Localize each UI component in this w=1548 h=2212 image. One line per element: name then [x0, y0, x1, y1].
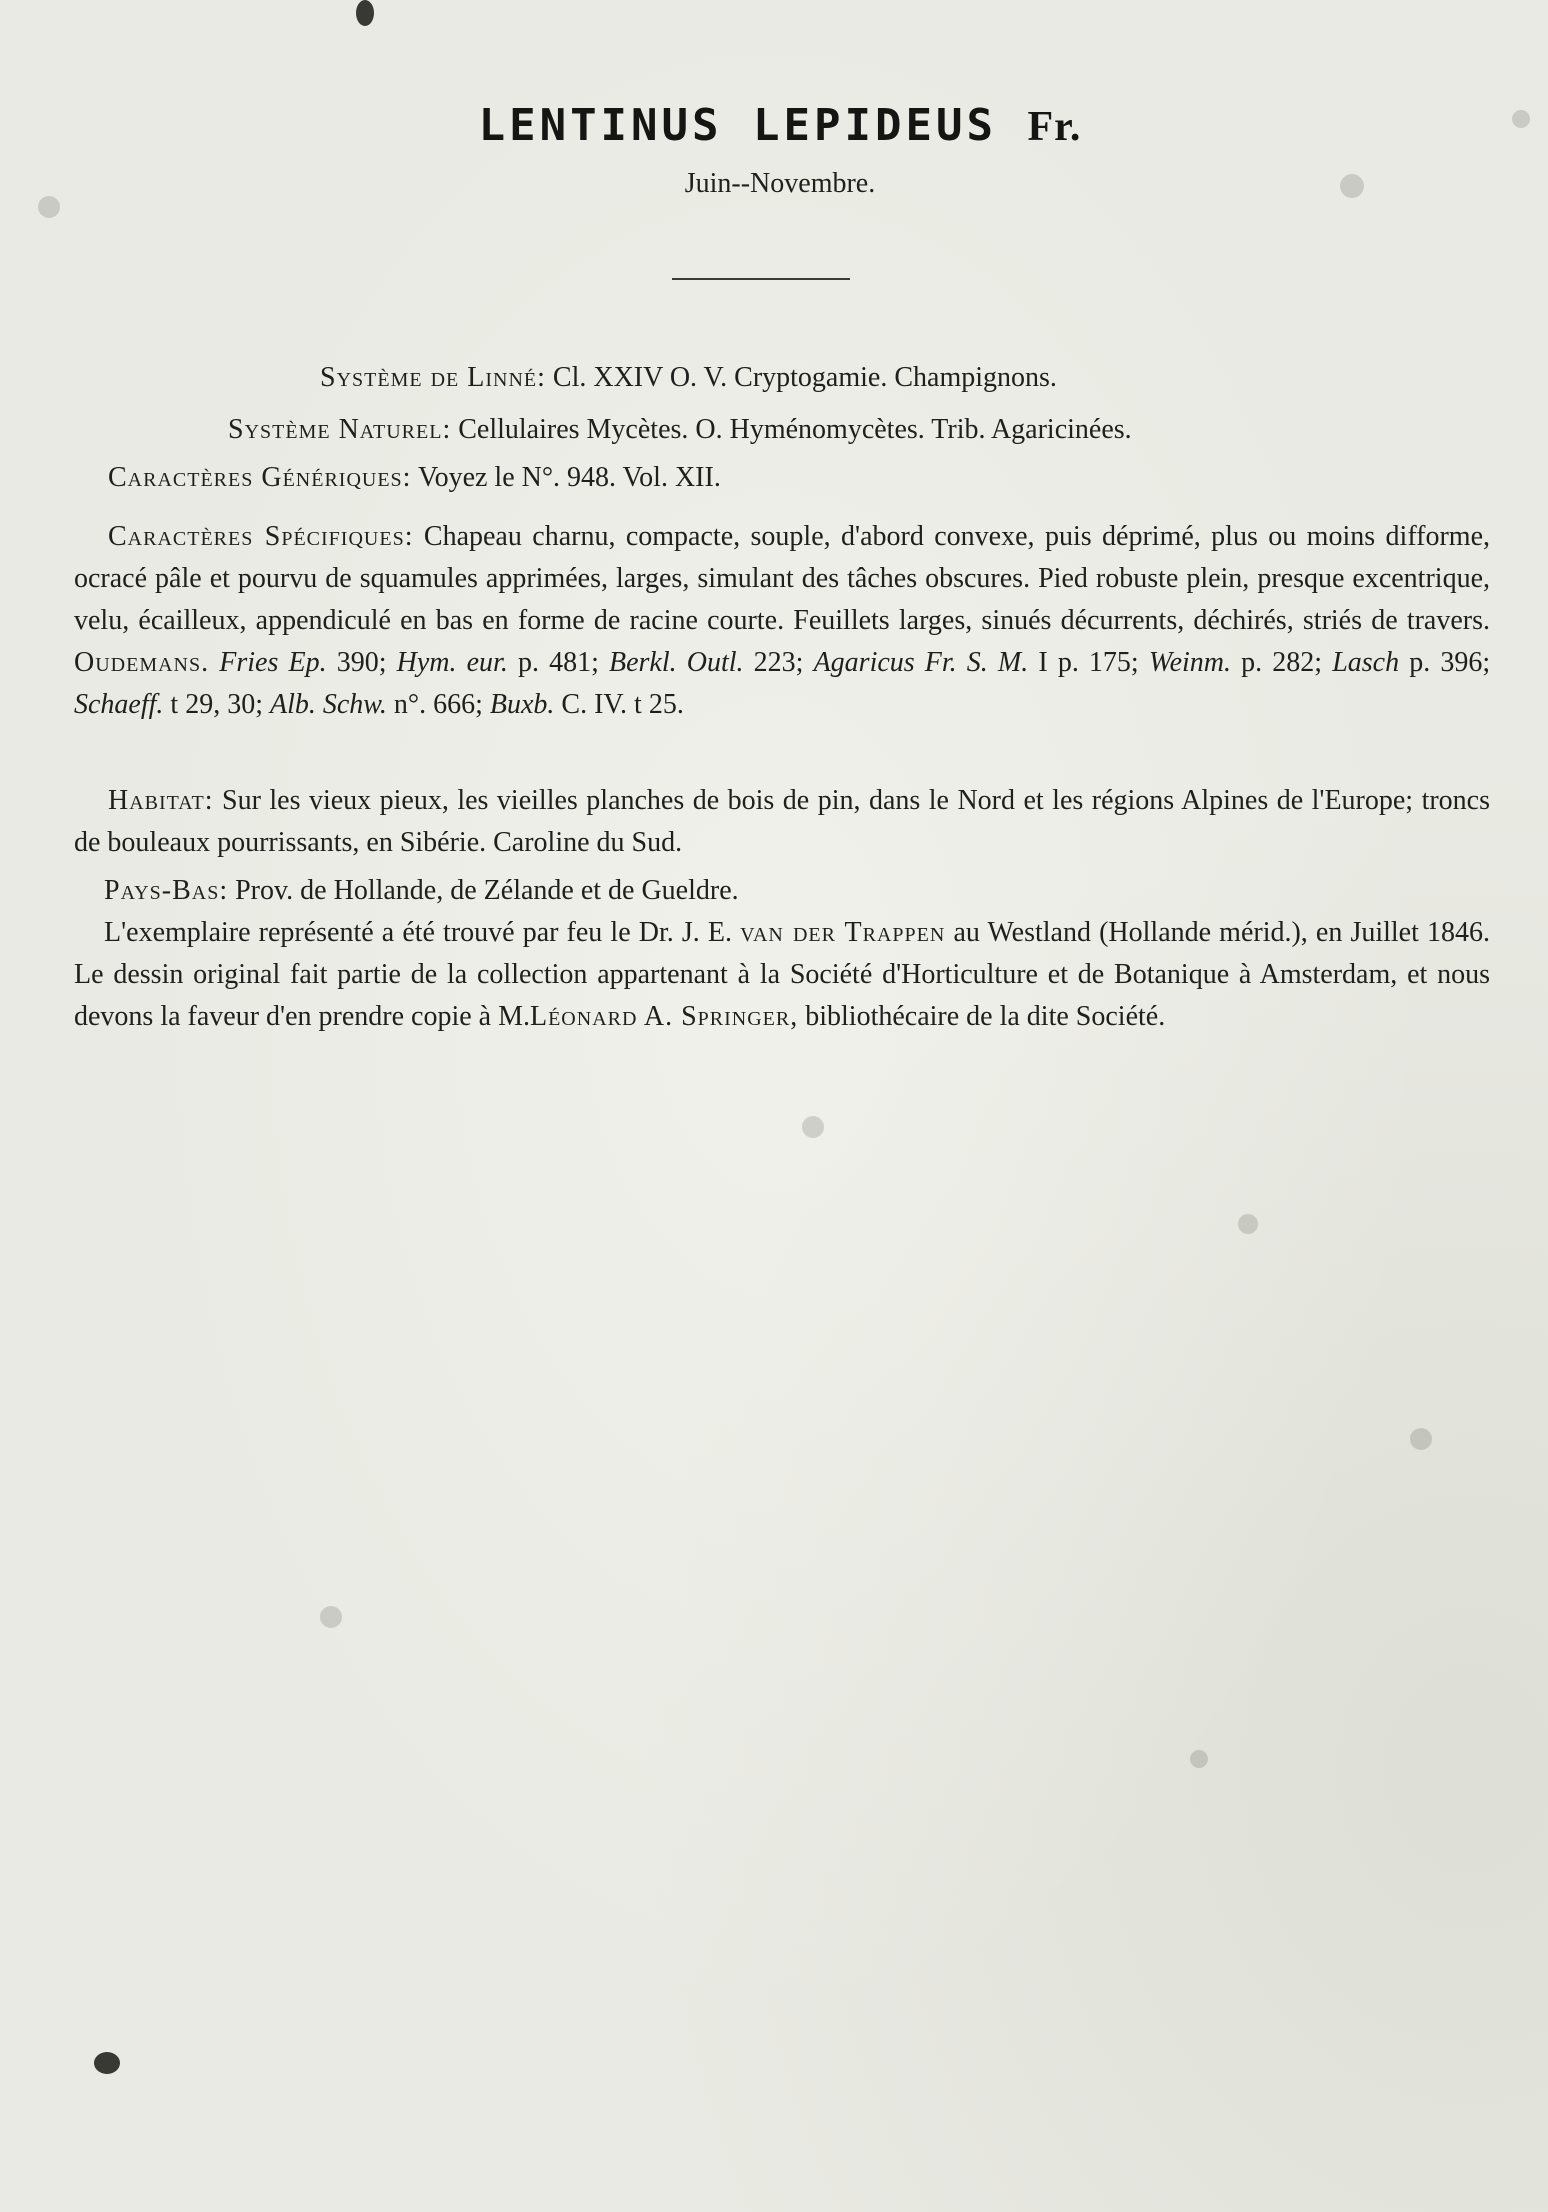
- ref-schaeff-page: t 29, 30;: [170, 689, 263, 720]
- pays-bas-paragraph: [74, 870, 1490, 912]
- systeme-naturel-label: Système Naturel:: [228, 414, 452, 445]
- pays-bas-text: Prov. de Hollande, de Zélande et de Gueldre.: [235, 875, 739, 906]
- caracteres-generiques-label: Caractères Génériques:: [108, 462, 412, 493]
- caracteres-specifiques-label: Caractères Spécifiques:: [108, 521, 414, 552]
- ref-hym-page: p. 481;: [517, 647, 599, 678]
- foxing-spot: [38, 196, 60, 218]
- ref-weinm-page: p. 282;: [1241, 647, 1323, 678]
- habitat-label: Habitat:: [108, 785, 214, 816]
- note-name-1: van der Trappen: [740, 917, 946, 948]
- pays-bas-label: Pays-Bas:: [104, 875, 229, 906]
- species-author: Fr.: [1027, 104, 1082, 150]
- ref-agaricus-page: I p. 175;: [1038, 647, 1139, 678]
- ref-hym: Hym. eur.: [396, 647, 508, 678]
- systeme-linne-label: Système de Linné:: [320, 362, 546, 393]
- caracteres-specifiques-text: Chapeau charnu, compacte, souple, d'abord convexe, puis déprimé, plus ou moins difforme, ocracé pâle et pourvu de squamules apprimées, larges, simulant des tâches obscures. Pied robuste plein, presque excentrique, velu, écailleux, appendiculé en bas en forme de racine courte. Feuillets larges, sinués décurrents, déchirés, striés de travers.: [74, 521, 1491, 636]
- habitat-text: Sur les vieux pieux, les vieilles planches de bois de pin, dans le Nord et les régions Alpines de l'Europe; troncs de bouleaux pourrissants, en Sibérie. Caroline du Sud.: [74, 785, 1491, 858]
- ref-fries-page: 390;: [336, 647, 387, 678]
- ref-fries: Fries Ep.: [219, 647, 327, 678]
- page: [70, 0, 1490, 2212]
- ref-alb: Alb. Schw.: [269, 689, 387, 720]
- ref-berkl: Berkl. Outl.: [608, 647, 744, 678]
- ref-lasch: Lasch: [1332, 647, 1400, 678]
- ref-buxb-page: C. IV. t 25.: [561, 689, 684, 720]
- note-text-3: bibliothécaire de la dite Société.: [805, 1001, 1166, 1032]
- caracteres-generiques-line: [108, 462, 721, 494]
- note-text-2: au Westland (Hollande mérid.), en Juillet 1846. Le dessin original fait partie de la collection appartenant à la Société d'Horticulture et de Botanique à Amsterdam, et nous devons la faveur d'en prendre copie à M.: [74, 917, 1490, 1032]
- systeme-naturel-text: Cellulaires Mycètes. O. Hyménomycètes. Trib. Agaricinées.: [458, 414, 1132, 445]
- note-name-2: Léonard A. Springer,: [529, 1001, 799, 1032]
- ref-alb-page: n°. 666;: [393, 689, 483, 720]
- season-range: Juin--Novembre.: [684, 168, 876, 199]
- ref-agaricus: Agaricus Fr. S. M.: [813, 647, 1029, 678]
- ref-lasch-page: p. 396;: [1409, 647, 1491, 678]
- systeme-linne-text: Cl. XXIV O. V. Cryptogamie. Champignons.: [552, 362, 1057, 393]
- caracteres-specifiques-paragraph: [74, 516, 1490, 726]
- caracteres-generiques-text: Voyez le N°. 948. Vol. XII.: [417, 462, 721, 493]
- ref-buxb: Buxb.: [489, 689, 555, 720]
- oudemans-ref: Oudemans.: [74, 647, 210, 678]
- systeme-naturel-line: [228, 414, 1132, 446]
- note-paragraph: [74, 912, 1490, 1038]
- ref-weinm: Weinm.: [1148, 647, 1232, 678]
- ref-berkl-page: 223;: [753, 647, 804, 678]
- page-title: [70, 100, 1490, 151]
- systeme-linne-line: [320, 362, 1057, 394]
- species-name: LENTINUS LEPIDEUS: [478, 100, 997, 151]
- foxing-spot: [1512, 110, 1530, 128]
- ref-schaeff: Schaeff.: [74, 689, 164, 720]
- divider-rule: [672, 278, 850, 280]
- habitat-paragraph: [74, 780, 1490, 864]
- note-text-1: L'exemplaire représenté a été trouvé par feu le Dr. J. E.: [104, 917, 732, 948]
